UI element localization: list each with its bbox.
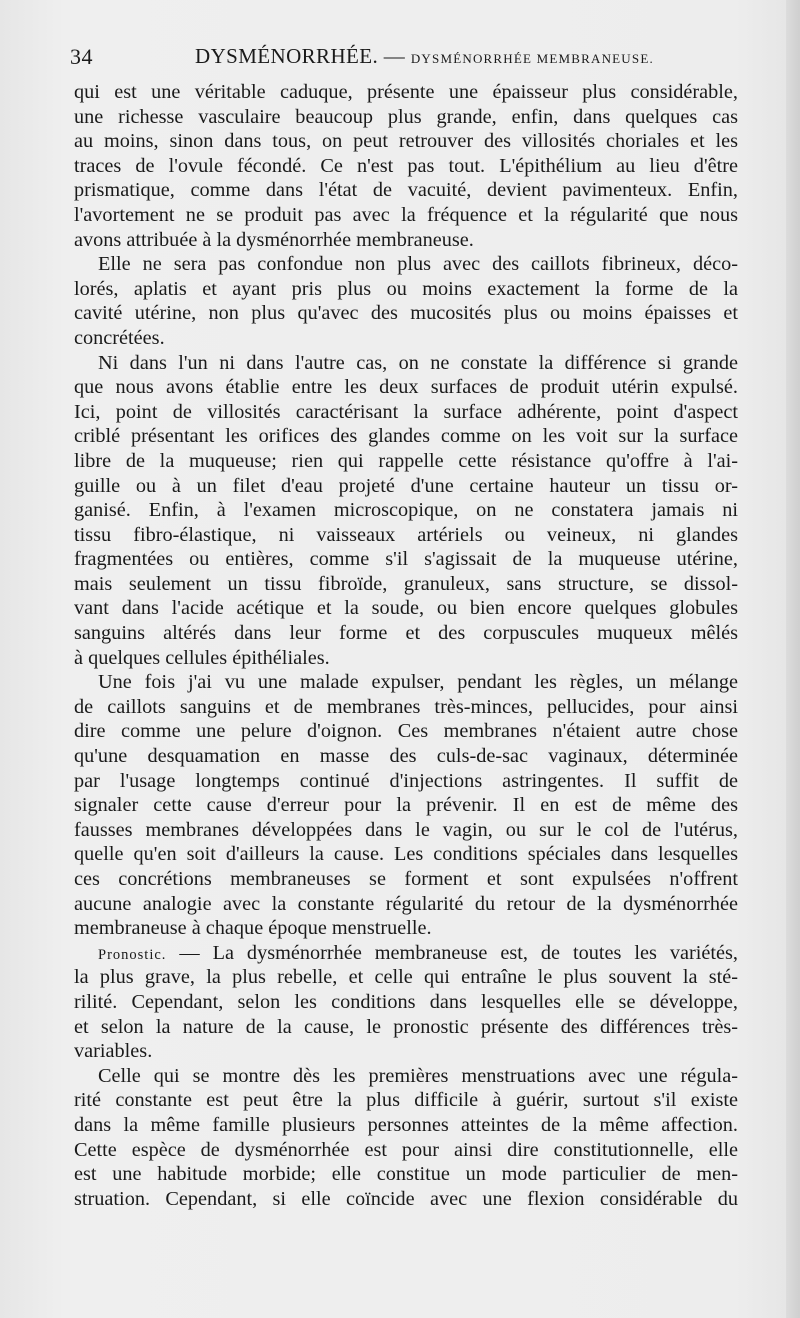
line-text: criblé présentant les orifices des glandes comme on les voit sur la surface [74, 425, 738, 448]
text-line [74, 769, 738, 794]
line-text: membraneuse à chaque époque menstruelle. [74, 917, 432, 940]
text-line [74, 449, 738, 474]
line-text: concrétées. [74, 326, 165, 349]
text-line [74, 596, 738, 621]
text-line [74, 228, 738, 253]
text-line [74, 818, 738, 843]
text-line [74, 1162, 738, 1187]
section-heading: Pronostic. [98, 946, 167, 963]
line-text: Cette espèce de dysménorrhée est pour ainsi dire constitutionnelle, elle [74, 1138, 738, 1161]
running-header [70, 44, 740, 76]
text-line [74, 646, 738, 671]
text-line [74, 80, 738, 105]
text-line [74, 1187, 738, 1212]
line-text: Une fois j'ai vu une malade expulser, pendant les règles, un mélange [98, 671, 738, 694]
text-line [74, 695, 738, 720]
text-line [74, 252, 738, 277]
running-title-main: DYSMÉNORRHÉE. [195, 44, 379, 68]
line-text: aucune analogie avec la constante régularité du retour de la dysménorrhée [74, 892, 738, 915]
line-text: Elle ne sera pas confondue non plus avec des caillots fibrineux, déco- [98, 253, 738, 276]
text-line [74, 277, 738, 302]
text-line [74, 719, 738, 744]
text-line [74, 744, 738, 769]
line-text: rité constante est peut être la plus difficile à guérir, surtout s'il existe [74, 1089, 738, 1112]
text-line [74, 621, 738, 646]
running-title-sub: DYSMÉNORRHÉE MEMBRANEUSE. [410, 51, 654, 66]
text-line [74, 965, 738, 990]
line-text: variables. [74, 1040, 153, 1063]
line-text: guille ou à un filet d'eau projeté d'une certaine hauteur un tissu or- [74, 474, 738, 497]
text-line [74, 1088, 738, 1113]
line-text: à quelques cellules épithéliales. [74, 646, 330, 669]
line-text: lorés, aplatis et ayant pris plus ou moins exactement la forme de la [74, 277, 738, 300]
text-line [74, 178, 738, 203]
line-text: signaler cette cause d'erreur pour la prévenir. Il en est de même des [74, 794, 738, 817]
line-text: fragmentées ou entières, comme s'il s'agissait de la muqueuse utérine, [74, 548, 738, 571]
line-text: prismatique, comme dans l'état de vacuité, devient pavimenteux. Enfin, [74, 179, 738, 202]
text-line [74, 572, 738, 597]
line-text: rilité. Cependant, selon les conditions dans lesquelles elle se développe, [74, 990, 738, 1013]
line-text: quelle qu'en soit d'ailleurs la cause. Les conditions spéciales dans lesquelles [74, 843, 738, 866]
text-line [74, 867, 738, 892]
line-text: struation. Cependant, si elle coïncide avec une flexion considérable du [74, 1187, 738, 1210]
text-line [74, 1113, 738, 1138]
heading-dash: — [166, 941, 213, 964]
line-text: Ici, point de villosités caractérisant la surface adhérente, point d'aspect [74, 400, 738, 423]
text-line [74, 990, 738, 1015]
body-text [74, 80, 738, 1211]
text-line [74, 424, 738, 449]
running-title-separator: — [378, 44, 411, 68]
text-line [74, 892, 738, 917]
text-line [74, 105, 738, 130]
line-text: de caillots sanguins et de membranes très-minces, pellucides, pour ainsi [74, 695, 738, 718]
text-line [74, 154, 738, 179]
text-line [74, 670, 738, 695]
line-text: vant dans l'acide acétique et la soude, ou bien encore quelques globules [74, 597, 738, 620]
line-text: ces concrétions membraneuses se forment et sont expulsées n'offrent [74, 868, 738, 890]
text-line [74, 916, 738, 941]
line-text: la plus grave, la plus rebelle, et celle qui entraîne le plus souvent la sté- [74, 966, 738, 989]
line-text: libre de la muqueuse; rien qui rappelle cette résistance qu'offre à l'ai- [74, 449, 738, 472]
line-text: mais seulement un tissu fibroïde, granuleux, sans structure, se dissol- [74, 572, 738, 595]
text-line [74, 523, 738, 548]
line-text: ganisé. Enfin, à l'examen microscopique, on ne constatera jamais ni [74, 499, 738, 522]
text-line [74, 498, 738, 523]
line-text: avons attribuée à la dysménorrhée membraneuse. [74, 228, 474, 251]
line-text: La dysménorrhée membraneuse est, de toutes les variétés, [212, 941, 738, 964]
text-line [74, 1064, 738, 1089]
running-title [195, 44, 654, 69]
line-text: dire comme une pelure d'oignon. Ces membranes n'étaient autre chose [74, 720, 738, 743]
line-text: une richesse vasculaire beaucoup plus grande, enfin, dans quelques cas [74, 105, 738, 128]
line-text: Ni dans l'un ni dans l'autre cas, on ne constate la différence si grande [98, 351, 738, 374]
line-text: au moins, sinon dans tous, on peut retrouver des villosités choriales et les [74, 130, 738, 153]
line-text: par l'usage longtemps continué d'injections astringentes. Il suffit de [74, 769, 738, 792]
line-text: Celle qui se montre dès les premières menstruations avec une régula- [98, 1064, 738, 1087]
text-line [74, 842, 738, 867]
text-line [74, 1015, 738, 1040]
line-text: fausses membranes développées dans le vagin, ou sur le col de l'utérus, [74, 818, 738, 841]
line-text: cavité utérine, non plus qu'avec des mucosités plus ou moins épaisses et [74, 302, 738, 325]
page-edge-shadow [786, 0, 800, 1318]
text-line [74, 375, 738, 400]
line-text: traces de l'ovule fécondé. Ce n'est pas tout. L'épithélium au lieu d'être [74, 154, 738, 177]
line-text: et selon la nature de la cause, le pronostic présente des différences très- [74, 1015, 738, 1038]
text-line [74, 1138, 738, 1163]
line-text: qu'une desquamation en masse des culs-de-sac vaginaux, déterminée [74, 745, 738, 768]
line-text: l'avortement ne se produit pas avec la fréquence et la régularité que nous [74, 203, 738, 226]
text-line [74, 203, 738, 228]
text-line [74, 326, 738, 351]
text-line [74, 941, 738, 966]
text-line [74, 793, 738, 818]
text-line [74, 351, 738, 376]
text-line [74, 1039, 738, 1064]
text-line [74, 547, 738, 572]
text-line [74, 301, 738, 326]
text-line [74, 129, 738, 154]
text-line [74, 400, 738, 425]
line-text: est une habitude morbide; elle constitue un mode particulier de men- [74, 1163, 738, 1186]
line-text: que nous avons établie entre les deux surfaces de produit utérin expulsé. [74, 376, 738, 399]
line-text: qui est une véritable caduque, présente une épaisseur plus considérable, [74, 81, 738, 103]
line-text: tissu fibro-élastique, ni vaisseaux artériels ou veineux, ni glandes [74, 523, 738, 546]
page-number: 34 [70, 44, 93, 69]
line-text: dans la même famille plusieurs personnes atteintes de la même affection. [74, 1113, 738, 1136]
line-text: sanguins altérés dans leur forme et des corpuscules muqueux mêlés [74, 622, 738, 645]
text-line [74, 474, 738, 499]
